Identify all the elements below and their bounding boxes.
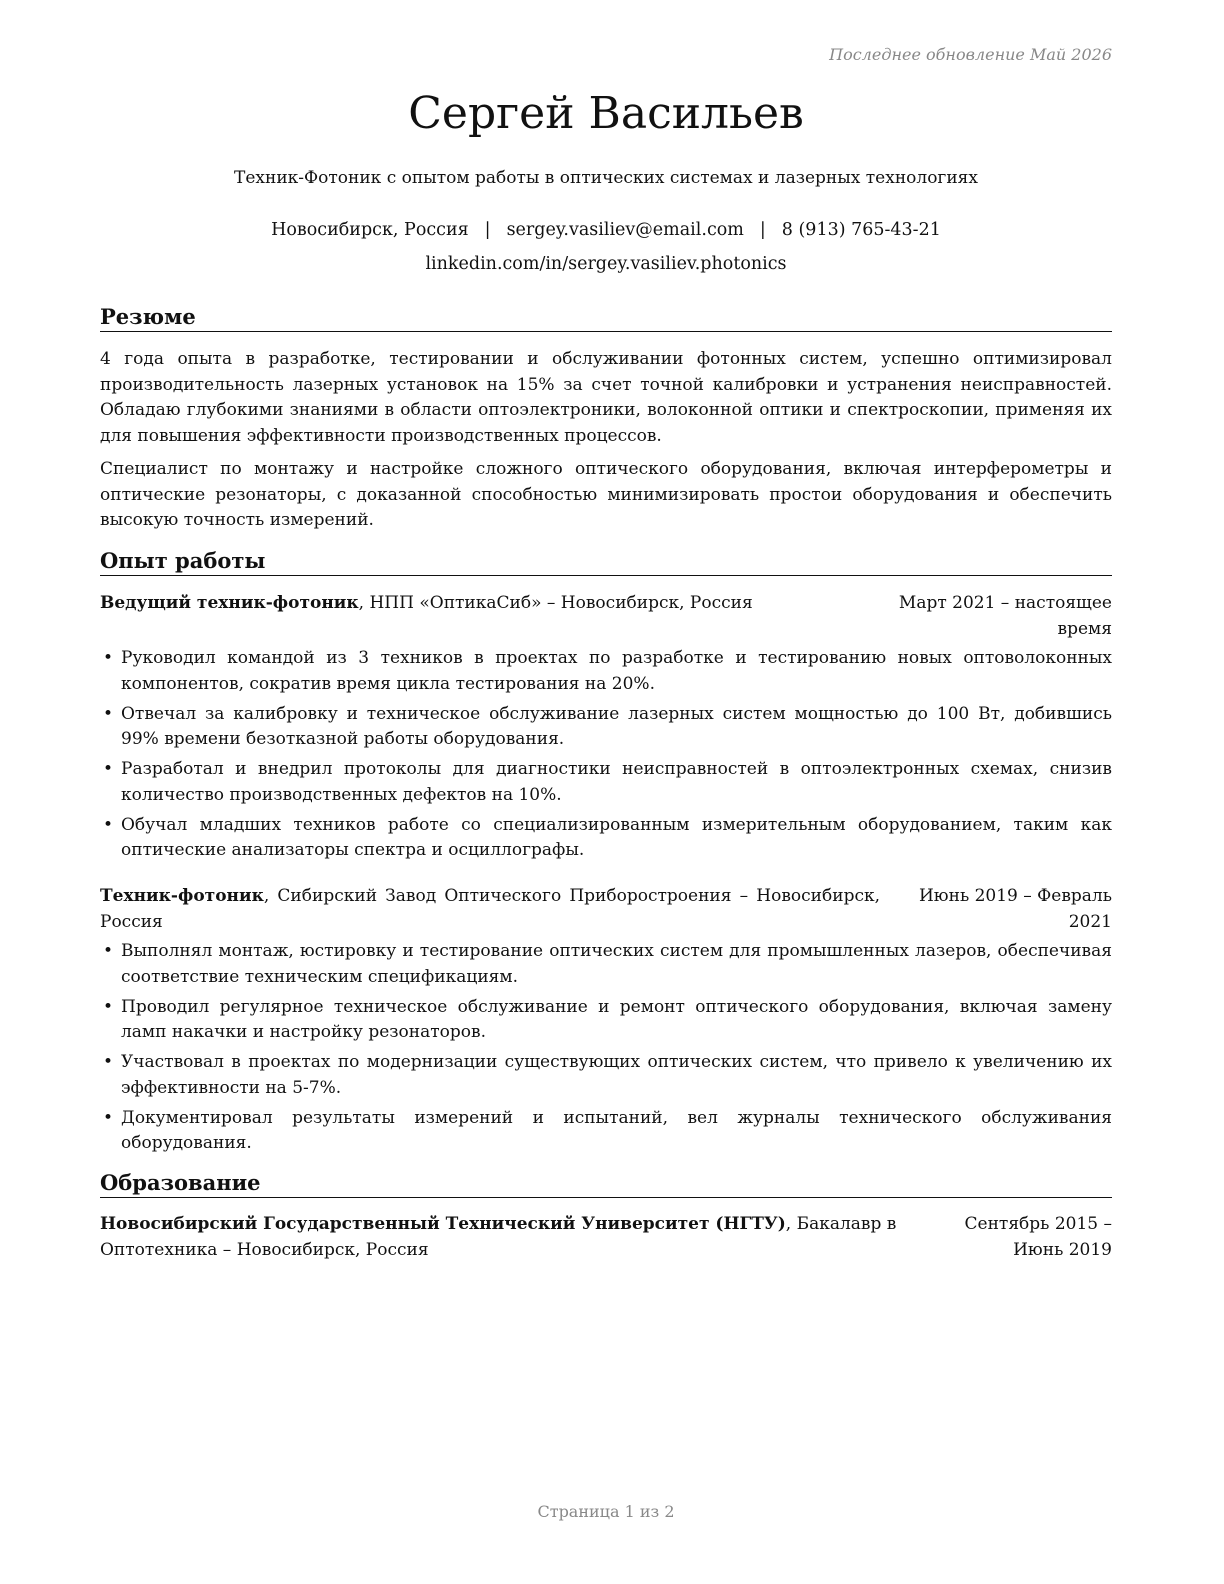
list-item: • Обучал младших техников работе со специализированным измерительным оборудованием, таким как оптические анализаторы спектра и осциллографы. xyxy=(103,814,1112,860)
bullet-icon: • xyxy=(103,941,114,961)
job-bullets xyxy=(100,646,1112,868)
job-bullets xyxy=(100,939,1112,1161)
section-title-summary: Резюме xyxy=(100,304,1112,332)
bullet-icon: • xyxy=(103,1107,114,1128)
education-degree: , Бакалавр в Оптотехника – Новосибирск, Россия xyxy=(100,1214,897,1260)
education-dates: Сентябрь 2015 – Июнь 2019 xyxy=(964,1214,1112,1260)
job-company: , Сибирский Завод Оптического Приборостроения – Новосибирск, Россия xyxy=(100,886,880,932)
bullet-icon: • xyxy=(103,996,114,1017)
list-item: • Участвовал в проектах по модернизации существующих оптических систем, что привело к увеличению их эффективности на 5-7%. xyxy=(103,1052,1112,1098)
section-title-experience: Опыт работы xyxy=(100,548,1112,576)
job-role xyxy=(100,591,880,617)
section-title-education: Образование xyxy=(100,1170,1112,1198)
list-item: • Отвечал за калибровку и техническое обслуживание лазерных систем мощностью до 100 Вт, добившись 99% времени безотказной работы оборудования. xyxy=(103,703,1112,749)
contact-email[interactable]: sergey.vasiliev@email.com xyxy=(506,220,744,240)
summary-paragraph: Специалист по монтажу и настройке сложного оптического оборудования, включая интерферометры и оптические резонаторы, с доказанной способностью минимизировать простои оборудования и обеспечить высокую точность измерений. xyxy=(100,459,1112,530)
contact-phone[interactable]: 8 (913) 765-43-21 xyxy=(781,220,941,240)
candidate-name: Сергей Васильев xyxy=(408,88,804,139)
list-item: • Выполнял монтаж, юстировку и тестирование оптических систем для промышленных лазеров, обеспечивая соответствие техническим спецификациям. xyxy=(103,941,1112,987)
bullet-icon: • xyxy=(103,703,114,724)
contact-line xyxy=(100,220,1112,240)
job-position: Техник-фотоник xyxy=(100,886,264,906)
summary-paragraph: 4 года опыта в разработке, тестировании и обслуживании фотонных систем, успешно оптимизировал производительность лазерных установок на 15% за счет точной калибровки и устранения неисправностей. Обладаю глубокими знаниями в области оптоэлектроники, волоконной оптики и спектроскопии, применяя их для повышения эффективности производственных процессов. xyxy=(100,349,1112,446)
education-school-line xyxy=(100,1212,980,1263)
education-school: Новосибирский Государственный Технический Университет (НГТУ) xyxy=(100,1214,786,1234)
contact-separator: | xyxy=(484,220,491,240)
list-item: • Проводил регулярное техническое обслуживание и ремонт оптического оборудования, включая замену ламп накачки и настройку резонаторов. xyxy=(103,996,1112,1042)
job-dates: Март 2021 – настоящее время xyxy=(898,593,1112,639)
list-item: • Документировал результаты измерений и испытаний, вел журналы технического обслуживания оборудования. xyxy=(103,1107,1112,1153)
resume-page xyxy=(100,0,1112,1584)
page-number: Страница 1 из 2 xyxy=(537,1502,675,1521)
contact-linkedin[interactable]: linkedin.com/in/sergey.vasiliev.photonics xyxy=(425,254,787,274)
job-role xyxy=(100,884,880,935)
job-company: , НПП «ОптикаСиб» – Новосибирск, Россия xyxy=(358,593,753,613)
contact-location: Новосибирск, Россия xyxy=(271,220,469,240)
list-item: • Руководил командой из 3 техников в проектах по разработке и тестированию новых оптоволоконных компонентов, сократив время цикла тестирования на 20%. xyxy=(103,648,1112,694)
bullet-icon: • xyxy=(103,759,114,779)
candidate-headline: Техник-Фотоник с опытом работы в оптических системах и лазерных технологиях xyxy=(234,168,978,188)
job-dates: Июнь 2019 – Февраль 2021 xyxy=(918,886,1112,932)
bullet-icon: • xyxy=(103,1052,114,1072)
last-updated: Последнее обновление Май 2026 xyxy=(829,45,1112,64)
list-item: • Разработал и внедрил протоколы для диагностики неисправностей в оптоэлектронных схемах, снизив количество производственных дефектов на 10%. xyxy=(103,759,1112,805)
job-position: Ведущий техник-фотоник xyxy=(100,593,359,613)
bullet-icon: • xyxy=(103,814,114,835)
contact-separator: | xyxy=(759,220,766,240)
bullet-icon: • xyxy=(103,648,114,668)
